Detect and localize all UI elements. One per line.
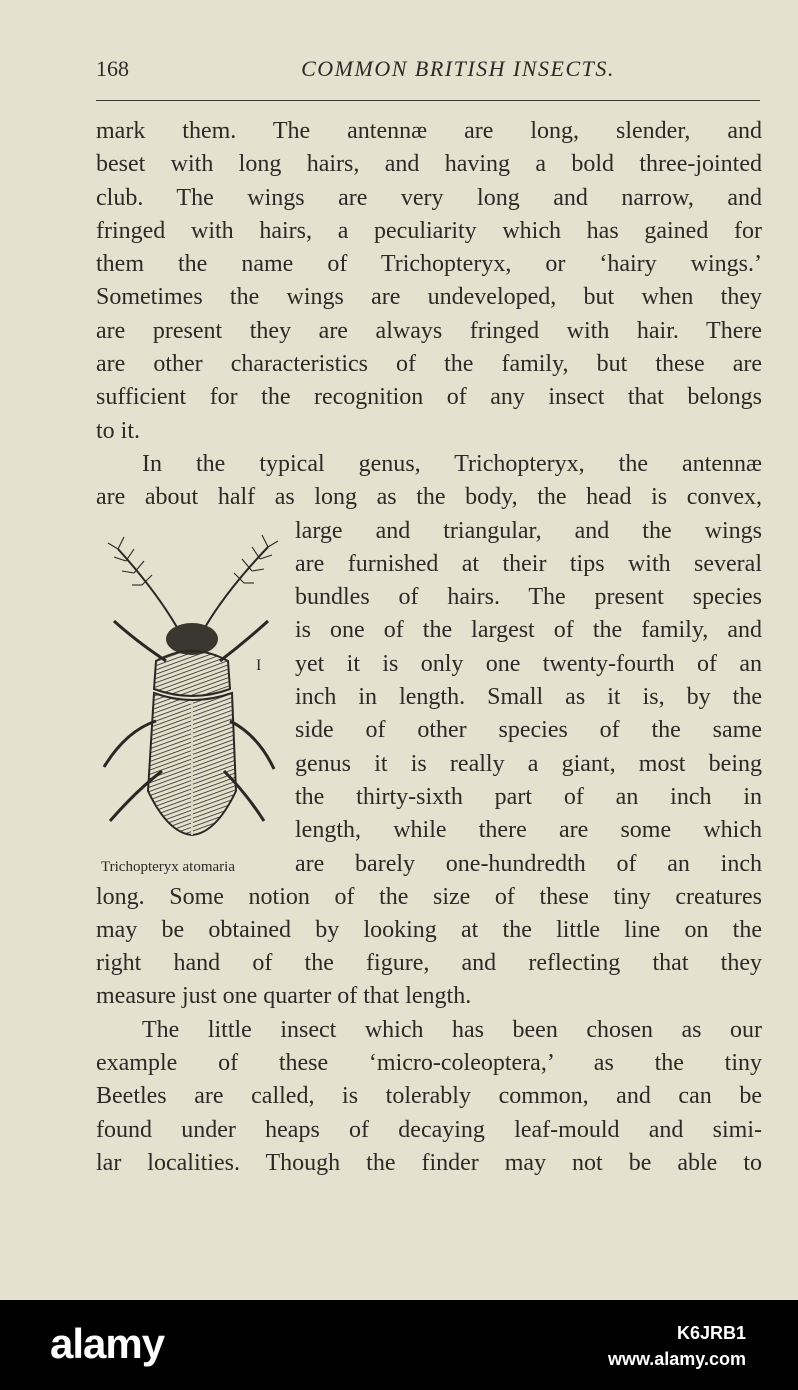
text-line: to it. xyxy=(96,417,141,444)
text-line: inch in length. Small as it is, by the xyxy=(295,684,762,711)
text-line: large and triangular, and the wings xyxy=(295,517,762,544)
text-line: club. The wings are very long and narrow, and xyxy=(96,184,762,211)
text-line: Beetles are called, is tolerably common, and can be xyxy=(96,1083,762,1110)
text-line: are barely one-hundredth of an inch xyxy=(295,850,762,877)
text-line: the thirty-sixth part of an inch in xyxy=(295,783,762,810)
text-line: are present they are always fringed with hair. There xyxy=(96,317,762,344)
page-number: 168 xyxy=(96,56,129,81)
wrapped-text xyxy=(295,515,762,881)
text-line: are furnished at their tips with several xyxy=(295,550,762,577)
beetle-illustration-icon xyxy=(96,521,292,841)
text-line: side of other species of the same xyxy=(295,717,762,744)
running-title: COMMON BRITISH INSECTS. xyxy=(301,56,615,81)
text-line: may be obtained by looking at the little line on the xyxy=(96,916,762,943)
text-line: right hand of the figure, and reflecting that they xyxy=(96,950,762,977)
image-id: K6JRB1 xyxy=(676,1323,746,1343)
figure-wrap xyxy=(96,515,762,881)
watermark-url: www.alamy.com xyxy=(607,1349,746,1369)
text-line: found under heaps of decaying leaf-mould and simi- xyxy=(96,1116,762,1143)
body-text xyxy=(96,115,762,1180)
text-line: lar localities. Though the finder may not be able to xyxy=(96,1149,762,1176)
text-line: yet it is only one twenty-fourth of an xyxy=(295,650,762,677)
text-line: is one of the largest of the family, and xyxy=(295,617,762,644)
header-rule xyxy=(96,100,760,101)
text-line: genus it is really a giant, most being xyxy=(295,750,762,777)
text-line: bundles of hairs. The present species xyxy=(295,584,762,611)
text-line: beset with long hairs, and having a bold three-jointed xyxy=(96,151,762,178)
text-line: The little insect which has been chosen as our xyxy=(142,1016,762,1043)
text-line: length, while there are some which xyxy=(295,817,762,844)
text-line: are about half as long as the body, the head is convex, xyxy=(96,484,762,511)
text-line: them the name of Trichopteryx, or ‘hairy wings.’ xyxy=(96,251,762,278)
text-line: are other characteristics of the family, but these are xyxy=(96,351,762,378)
text-line: Sometimes the wings are undeveloped, but when they xyxy=(96,284,762,311)
scale-mark: I xyxy=(256,656,262,674)
text-line: sufficient for the recognition of any insect that belongs xyxy=(96,384,762,411)
text-line: example of these ‘micro-coleoptera,’ as the tiny xyxy=(96,1050,762,1077)
watermark-bar xyxy=(0,1300,798,1390)
text-line: fringed with hairs, a peculiarity which has gained for xyxy=(96,217,762,244)
page-header xyxy=(96,56,760,90)
text-line: mark them. The antennæ are long, slender, and xyxy=(96,118,762,144)
text-line: In the typical genus, Trichopteryx, the antennæ xyxy=(142,450,762,477)
text-line: measure just one quarter of that length. xyxy=(96,983,472,1010)
text-line: long. Some notion of the size of these tiny creatures xyxy=(96,883,762,910)
watermark-logo: alamy xyxy=(50,1320,165,1367)
watermark-info xyxy=(608,1320,746,1372)
figure-caption: Trichopteryx atomaria xyxy=(101,858,235,875)
beetle-figure xyxy=(96,521,292,881)
